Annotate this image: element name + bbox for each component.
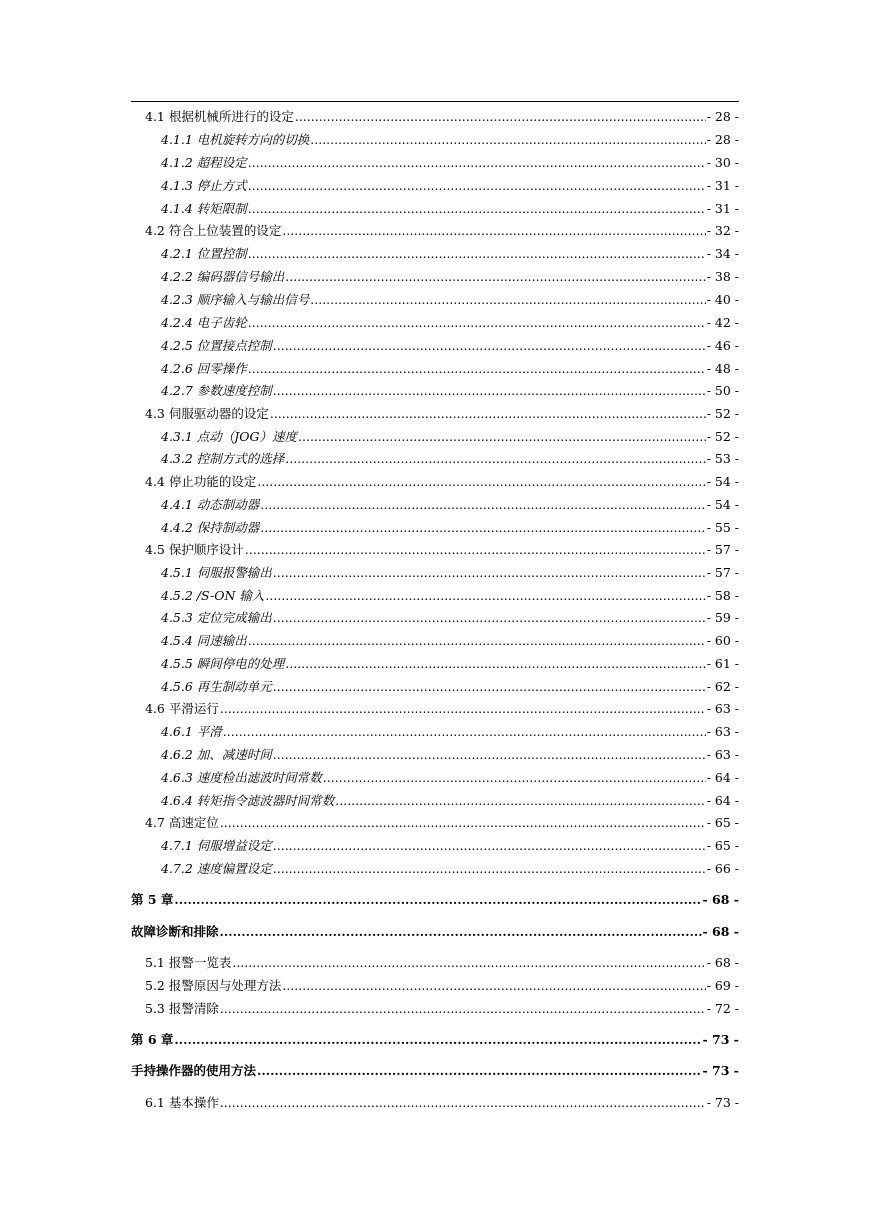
toc-entry-page: - 62 - bbox=[706, 679, 739, 694]
toc-entry[interactable] bbox=[131, 792, 739, 810]
toc-entry-label: 6.1 基本操作 bbox=[145, 1095, 219, 1110]
dot-leader bbox=[260, 519, 705, 537]
toc-entry[interactable] bbox=[131, 746, 739, 764]
toc-entry[interactable] bbox=[131, 769, 739, 787]
toc-entry-label: 4.7 高速定位 bbox=[145, 815, 219, 830]
toc-entry-label: 第 5 章 bbox=[131, 892, 174, 907]
toc-entry-page: - 63 - bbox=[706, 747, 739, 762]
dot-leader bbox=[248, 177, 706, 195]
toc-entry-page: - 69 - bbox=[706, 978, 739, 993]
toc-entry[interactable] bbox=[131, 382, 739, 400]
toc-entry-label: 4.3 伺服驱动器的设定 bbox=[145, 406, 269, 421]
toc-entry-page: - 52 - bbox=[706, 406, 739, 421]
toc-entry-page: - 63 - bbox=[706, 724, 739, 739]
dot-leader bbox=[273, 678, 706, 696]
toc-chapter-entry[interactable] bbox=[131, 1062, 739, 1080]
toc-entry-label: 4.1 根据机械所进行的设定 bbox=[145, 109, 294, 124]
dot-leader bbox=[273, 337, 706, 355]
dot-leader bbox=[220, 814, 706, 832]
toc-entry-label: 故障诊断和排除 bbox=[131, 924, 219, 939]
toc-entry[interactable] bbox=[131, 291, 739, 309]
toc-entry-page: - 58 - bbox=[706, 588, 739, 603]
toc-entry-label: 4.6 平滑运行 bbox=[145, 701, 219, 716]
toc-entry-label: 4.2.7 参数速度控制 bbox=[161, 383, 272, 398]
toc-entry-label: 4.1.1 电机旋转方向的切换 bbox=[161, 132, 310, 147]
toc-entry-label: 4.2.6 回零操作 bbox=[161, 361, 247, 376]
toc-entry-label: 4.2.4 电子齿轮 bbox=[161, 315, 247, 330]
toc-entry[interactable] bbox=[131, 360, 739, 378]
toc-entry[interactable] bbox=[131, 977, 739, 995]
toc-entry-label: 4.7.1 伺服增益设定 bbox=[161, 838, 272, 853]
toc-entry-page: - 64 - bbox=[706, 770, 739, 785]
dot-leader bbox=[257, 473, 705, 491]
toc-entry[interactable] bbox=[131, 723, 739, 741]
dot-leader bbox=[220, 1000, 706, 1018]
dot-leader bbox=[273, 860, 706, 878]
toc-entry-label: 4.5.5 瞬间停电的处理 bbox=[161, 656, 285, 671]
dot-leader bbox=[335, 792, 705, 810]
dot-leader bbox=[174, 1031, 701, 1049]
dot-leader bbox=[245, 541, 706, 559]
toc-entry-page: - 28 - bbox=[706, 109, 739, 124]
toc-entry-label: 4.6.4 转矩指令滤波器时间常数 bbox=[161, 793, 335, 808]
dot-leader bbox=[273, 382, 706, 400]
toc-entry[interactable] bbox=[131, 314, 739, 332]
toc-entry[interactable] bbox=[131, 655, 739, 673]
dot-leader bbox=[248, 314, 706, 332]
dot-leader bbox=[223, 723, 706, 741]
toc-entry-page: - 68 - bbox=[706, 955, 739, 970]
toc-entry-page: - 73 - bbox=[702, 1063, 739, 1078]
toc-entry[interactable] bbox=[131, 954, 739, 972]
toc-entry-label: 4.5.1 伺服报警输出 bbox=[161, 565, 272, 580]
toc-entry-label: 4.2 符合上位装置的设定 bbox=[145, 223, 282, 238]
toc-entry-label: 4.2.3 顺序输入与输出信号 bbox=[161, 292, 310, 307]
toc-entry-label: 4.3.1 点动（JOG）速度 bbox=[161, 429, 298, 444]
toc-entry-label: 4.6.3 速度检出滤波时间常数 bbox=[161, 770, 322, 785]
toc-entry-label: 5.2 报警原因与处理方法 bbox=[145, 978, 282, 993]
dot-leader bbox=[298, 428, 706, 446]
toc-entry-page: - 65 - bbox=[706, 815, 739, 830]
dot-leader bbox=[285, 655, 705, 673]
toc-entry[interactable] bbox=[131, 268, 739, 286]
toc-entry-label: 4.1.3 停止方式 bbox=[161, 178, 247, 193]
dot-leader bbox=[310, 131, 705, 149]
toc-entry-page: - 48 - bbox=[706, 361, 739, 376]
toc-entry-label: 4.5.3 定位完成输出 bbox=[161, 610, 272, 625]
toc-entry-page: - 52 - bbox=[706, 429, 739, 444]
toc-chapter-entry[interactable] bbox=[131, 891, 739, 909]
toc-entry-page: - 31 - bbox=[706, 178, 739, 193]
dot-leader bbox=[248, 632, 706, 650]
dot-leader bbox=[282, 222, 705, 240]
toc-entry-page: - 55 - bbox=[706, 520, 739, 535]
toc-entry[interactable] bbox=[131, 337, 739, 355]
toc-entry[interactable] bbox=[131, 222, 739, 240]
toc-entry-page: - 66 - bbox=[706, 861, 739, 876]
toc-entry-label: 4.6.1 平滑 bbox=[161, 724, 222, 739]
toc-entry-label: 4.4 停止功能的设定 bbox=[145, 474, 257, 489]
toc-entry-page: - 54 - bbox=[706, 497, 739, 512]
toc-entry-label: 第 6 章 bbox=[131, 1032, 174, 1047]
toc-entry[interactable] bbox=[131, 678, 739, 696]
toc-entry-page: - 38 - bbox=[706, 269, 739, 284]
toc-entry-page: - 34 - bbox=[706, 246, 739, 261]
dot-leader bbox=[285, 450, 705, 468]
toc-entry-page: - 64 - bbox=[706, 793, 739, 808]
dot-leader bbox=[260, 496, 705, 514]
toc-entry[interactable] bbox=[131, 245, 739, 263]
toc-entry[interactable] bbox=[131, 564, 739, 582]
dot-leader bbox=[174, 891, 701, 909]
dot-leader bbox=[323, 769, 706, 787]
toc-entry[interactable] bbox=[131, 450, 739, 468]
toc-entry-page: - 57 - bbox=[706, 542, 739, 557]
toc-entry-label: 4.6.2 加、减速时间 bbox=[161, 747, 272, 762]
toc-entry-label: 4.5.2 /S-ON 输入 bbox=[161, 588, 265, 603]
toc-entry-page: - 57 - bbox=[706, 565, 739, 580]
dot-leader bbox=[295, 108, 706, 126]
toc-entry[interactable] bbox=[131, 405, 739, 423]
toc-entry-page: - 40 - bbox=[706, 292, 739, 307]
toc-entry-page: - 65 - bbox=[706, 838, 739, 853]
toc-entry-label: 5.1 报警一览表 bbox=[145, 955, 232, 970]
toc-entry[interactable] bbox=[131, 108, 739, 126]
toc-entry[interactable] bbox=[131, 1094, 739, 1112]
toc-entry-page: - 60 - bbox=[706, 633, 739, 648]
toc-entry[interactable] bbox=[131, 609, 739, 627]
toc-entry-label: 4.7.2 速度偏置设定 bbox=[161, 861, 272, 876]
toc-entry-page: - 28 - bbox=[706, 132, 739, 147]
toc-entry-page: - 42 - bbox=[706, 315, 739, 330]
toc-entry[interactable] bbox=[131, 837, 739, 855]
toc-chapter-entry[interactable] bbox=[131, 1031, 739, 1049]
dot-leader bbox=[220, 923, 702, 941]
dot-leader bbox=[232, 954, 705, 972]
toc-entry-page: - 63 - bbox=[706, 701, 739, 716]
toc-entry[interactable] bbox=[131, 200, 739, 218]
toc-entry-page: - 59 - bbox=[706, 610, 739, 625]
toc-entry-label: 4.4.1 动态制动器 bbox=[161, 497, 260, 512]
dot-leader bbox=[273, 837, 706, 855]
dot-leader bbox=[220, 1094, 706, 1112]
dot-leader bbox=[248, 360, 706, 378]
toc-entry-page: - 68 - bbox=[702, 924, 739, 939]
toc-entry-page: - 73 - bbox=[702, 1032, 739, 1047]
toc-entry-label: 4.5.4 同速输出 bbox=[161, 633, 247, 648]
dot-leader bbox=[273, 564, 706, 582]
dot-leader bbox=[265, 587, 705, 605]
toc-chapter-entry[interactable] bbox=[131, 923, 739, 941]
toc-entry[interactable] bbox=[131, 1000, 739, 1018]
toc-entry-page: - 68 - bbox=[702, 892, 739, 907]
toc-entry-label: 4.3.2 控制方式的选择 bbox=[161, 451, 285, 466]
dot-leader bbox=[257, 1062, 702, 1080]
toc-entry-page: - 32 - bbox=[706, 223, 739, 238]
dot-leader bbox=[220, 700, 706, 718]
dot-leader bbox=[248, 200, 706, 218]
toc-entry[interactable] bbox=[131, 632, 739, 650]
toc-entry[interactable] bbox=[131, 519, 739, 537]
toc-entry-label: 4.1.2 超程设定 bbox=[161, 155, 247, 170]
toc-entry-page: - 54 - bbox=[706, 474, 739, 489]
toc-entry-page: - 30 - bbox=[706, 155, 739, 170]
dot-leader bbox=[248, 154, 706, 172]
dot-leader bbox=[310, 291, 705, 309]
toc-entry[interactable] bbox=[131, 860, 739, 878]
toc-entry-label: 4.2.5 位置接点控制 bbox=[161, 338, 272, 353]
dot-leader bbox=[282, 977, 705, 995]
dot-leader bbox=[273, 609, 706, 627]
toc-entry-page: - 46 - bbox=[706, 338, 739, 353]
toc-entry-page: - 50 - bbox=[706, 383, 739, 398]
dot-leader bbox=[270, 405, 706, 423]
toc-entry-label: 4.4.2 保持制动器 bbox=[161, 520, 260, 535]
toc-entry-label: 4.2.2 编码器信号输出 bbox=[161, 269, 285, 284]
toc-entry-label: 4.5 保护顺序设计 bbox=[145, 542, 244, 557]
toc-entry-page: - 31 - bbox=[706, 201, 739, 216]
toc-entry-label: 5.3 报警清除 bbox=[145, 1001, 219, 1016]
dot-leader bbox=[273, 746, 706, 764]
toc-entry[interactable] bbox=[131, 131, 739, 149]
toc-entry[interactable] bbox=[131, 428, 739, 446]
toc-entry-page: - 72 - bbox=[706, 1001, 739, 1016]
toc-entry-label: 4.1.4 转矩限制 bbox=[161, 201, 247, 216]
toc-entry-page: - 61 - bbox=[706, 656, 739, 671]
toc-entry[interactable] bbox=[131, 496, 739, 514]
toc-entry[interactable] bbox=[131, 587, 739, 605]
toc-entry-label: 4.5.6 再生制动单元 bbox=[161, 679, 272, 694]
toc-entry[interactable] bbox=[131, 700, 739, 718]
toc-entry[interactable] bbox=[131, 814, 739, 832]
dot-leader bbox=[248, 245, 706, 263]
toc-entry-page: - 53 - bbox=[706, 451, 739, 466]
toc-entry[interactable] bbox=[131, 541, 739, 559]
toc-entry[interactable] bbox=[131, 177, 739, 195]
toc-entry-page: - 73 - bbox=[706, 1095, 739, 1110]
toc-entry[interactable] bbox=[131, 154, 739, 172]
toc-entry[interactable] bbox=[131, 473, 739, 491]
dot-leader bbox=[285, 268, 705, 286]
toc-entry-label: 手持操作器的使用方法 bbox=[131, 1063, 257, 1078]
toc-entry-label: 4.2.1 位置控制 bbox=[161, 246, 247, 261]
